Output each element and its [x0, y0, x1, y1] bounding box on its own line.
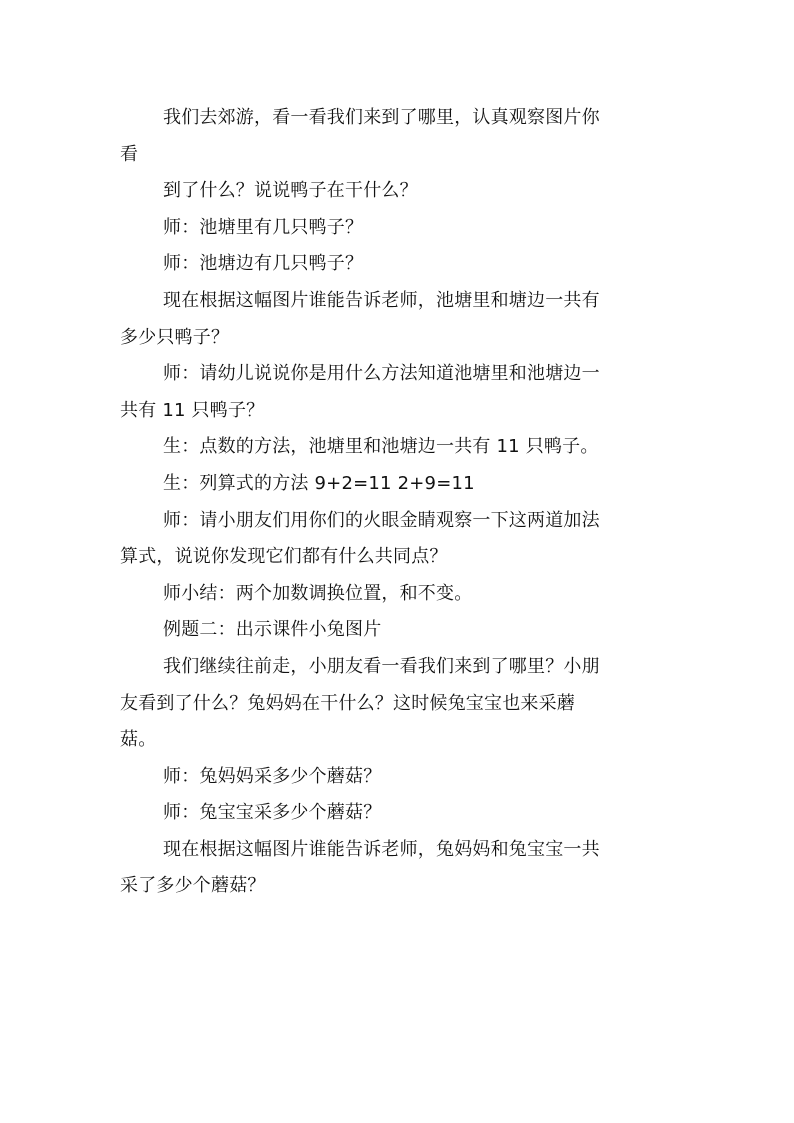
text-line: 师：池塘里有几只鸭子？	[163, 216, 364, 238]
text-line: 算式，说说你发现它们都有什么共同点？	[120, 546, 448, 568]
text-line: 友看到了什么？兔妈妈在干什么？这时候兔宝宝也来采蘑	[120, 692, 575, 714]
text-line: 我们去郊游，看一看我们来到了哪里，认真观察图片你	[163, 107, 600, 128]
text-line: 师：请幼儿说说你是用什么方法知道池塘里和池塘边一	[163, 363, 600, 385]
document-body	[120, 100, 680, 905]
text-line: 师：兔宝宝采多少个蘑菇？	[163, 802, 382, 824]
text-line: 到了什么？说说鸭子在干什么？	[163, 180, 418, 202]
text-line: 师：请小朋友们用你们的火眼金睛观察一下这两道加法	[163, 509, 600, 531]
text-line: 多少只鸭子？	[120, 326, 230, 348]
text-line: 看	[120, 143, 139, 165]
text-line: 生：列算式的方法 9+2=11 2+9=11	[163, 472, 475, 494]
text-line: 师：兔妈妈采多少个蘑菇？	[163, 765, 382, 787]
text-line: 共有 11 只鸭子？	[120, 399, 265, 421]
text-line: 师：池塘边有几只鸭子？	[163, 253, 364, 275]
text-line: 现在根据这幅图片谁能告诉老师，兔妈妈和兔宝宝一共	[163, 838, 600, 860]
text-line: 现在根据这幅图片谁能告诉老师，池塘里和塘边一共有	[163, 289, 600, 311]
text-line: 菇。	[120, 729, 157, 751]
text-line: 例题二：出示课件小兔图片	[163, 619, 382, 641]
text-line: 生：点数的方法，池塘里和池塘边一共有 11 只鸭子。	[163, 436, 599, 458]
text-line: 我们继续往前走，小朋友看一看我们来到了哪里？小朋	[163, 655, 600, 677]
text-line: 采了多少个蘑菇？	[120, 875, 266, 897]
text-line: 师小结：两个加数调换位置，和不变。	[163, 582, 473, 604]
